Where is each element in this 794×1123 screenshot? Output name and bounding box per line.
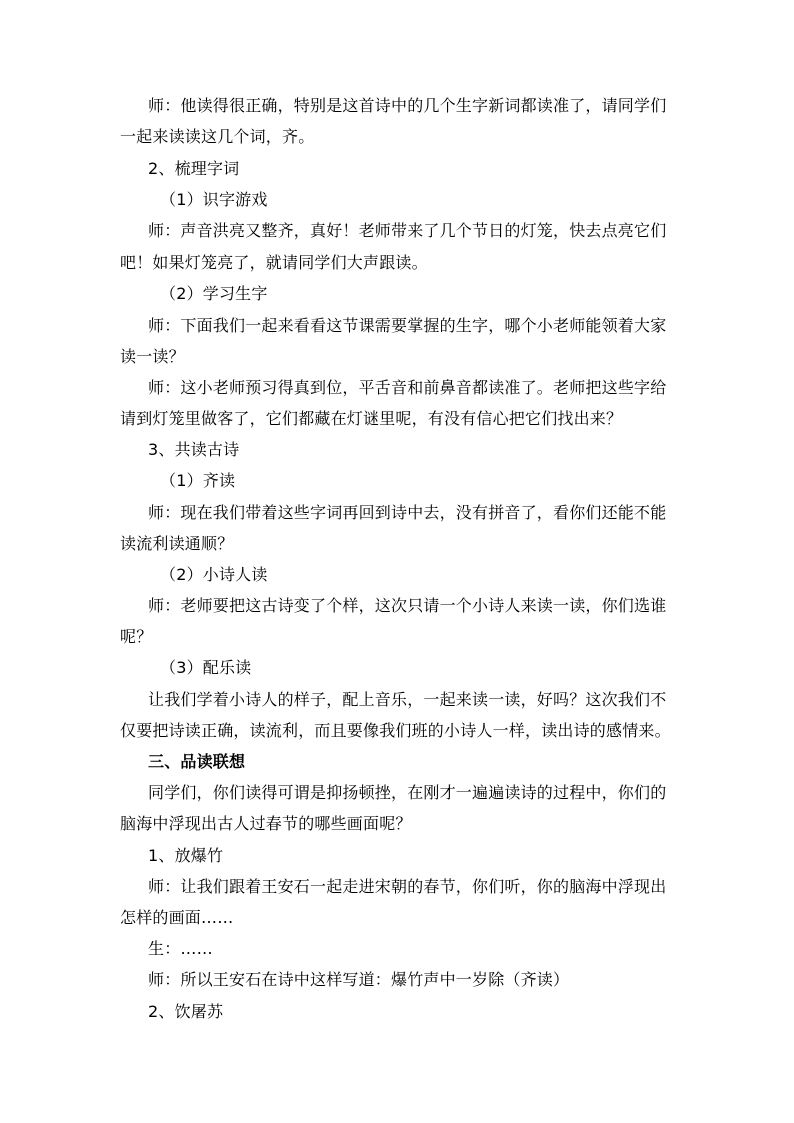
paragraph-line: 师：让我们跟着王安石一起走进宋朝的春节，你们听，你的脑海中浮现出 — [148, 877, 667, 896]
subsection-heading: （2）学习生字 — [160, 284, 268, 303]
paragraph-line: 让我们学着小诗人的样子，配上音乐，一起来读一读，好吗？这次我们不 — [148, 690, 667, 709]
subsection-heading: （1）齐读 — [160, 471, 236, 490]
paragraph-line: 师：所以王安石在诗中这样写道：爆竹声中一岁除（齐读） — [148, 970, 570, 989]
paragraph-line: 仅要把诗读正确，读流利，而且要像我们班的小诗人一样，读出诗的感情来。 — [120, 721, 671, 740]
paragraph-line: 师：下面我们一起来看看这节课需要掌握的生字，哪个小老师能领着大家 — [148, 316, 667, 335]
paragraph-line: 请到灯笼里做客了，它们都藏在灯谜里呢，有没有信心把它们找出来？ — [120, 409, 623, 428]
paragraph-line: 吧！如果灯笼亮了，就请同学们大声跟读。 — [120, 253, 428, 272]
paragraph-line: 呢？ — [120, 627, 153, 646]
subsection-heading: （1）识字游戏 — [160, 190, 268, 209]
section-heading: 2、梳理字词 — [148, 159, 240, 178]
paragraph-line: 脑海中浮现出古人过春节的哪些画面呢？ — [120, 814, 412, 833]
paragraph-line: 师：他读得很正确，特别是这首诗中的几个生字新词都读准了，请同学们 — [148, 96, 667, 115]
section-heading: 2、饮屠苏 — [148, 1002, 224, 1021]
paragraph-line: 生：…… — [148, 939, 213, 958]
paragraph-line: 师：现在我们带着这些字词再回到诗中去，没有拼音了，看你们还能不能 — [148, 503, 667, 522]
paragraph-line: 同学们，你们读得可谓是抑扬顿挫，在刚才一遍遍读诗的过程中，你们的 — [148, 783, 667, 802]
paragraph-line: 怎样的画面…… — [120, 908, 234, 927]
paragraph-line: 师：声音洪亮又整齐，真好！老师带来了几个节日的灯笼，快去点亮它们 — [148, 221, 667, 240]
paragraph-line: 读流利读通顺？ — [120, 534, 234, 553]
subsection-heading: （2）小诗人读 — [160, 565, 268, 584]
section-heading: 3、共读古诗 — [148, 440, 240, 459]
section-heading: 1、放爆竹 — [148, 846, 224, 865]
paragraph-line: 师：老师要把这古诗变了个样，这次只请一个小诗人来读一读，你们选谁 — [148, 596, 667, 615]
paragraph-line: 读一读？ — [120, 347, 185, 366]
paragraph-line: 师：这小老师预习得真到位，平舌音和前鼻音都读准了。老师把这些字给 — [148, 378, 667, 397]
paragraph-line: 一起来读读这几个词，齐。 — [120, 127, 315, 146]
part-heading: 三、品读联想 — [148, 752, 246, 771]
subsection-heading: （3）配乐读 — [160, 658, 252, 677]
